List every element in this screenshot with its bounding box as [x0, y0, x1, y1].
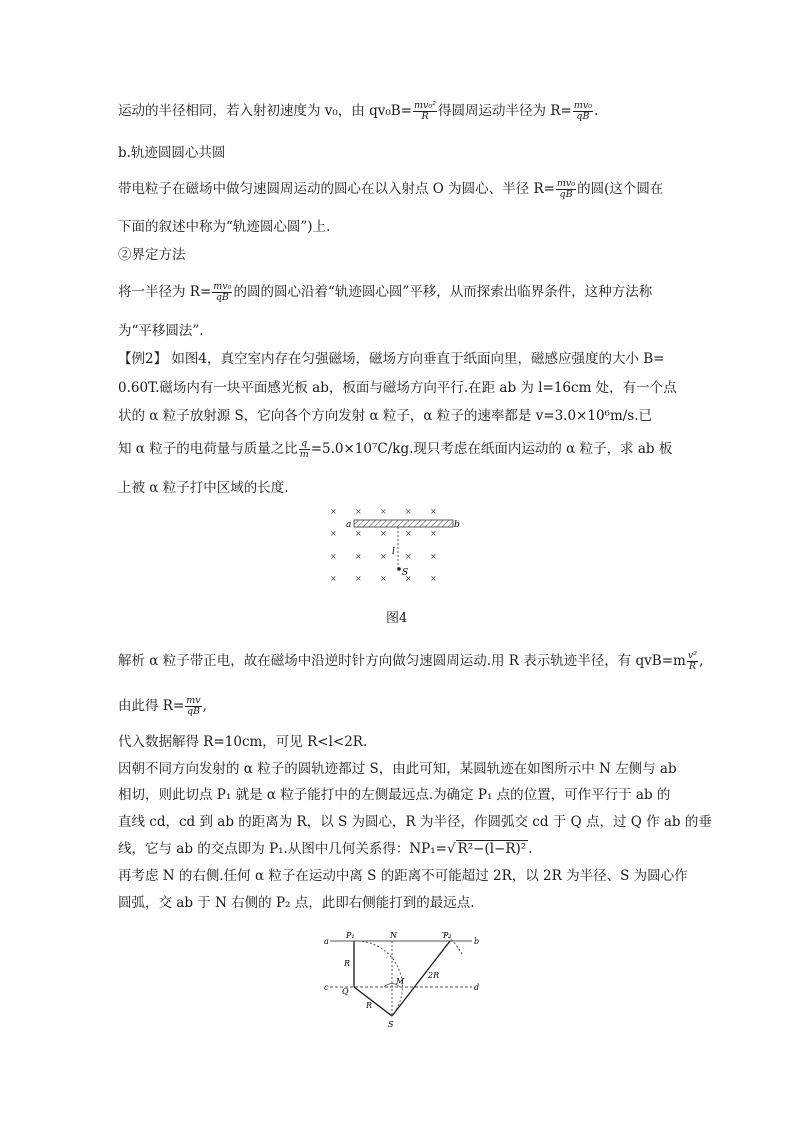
svg-text:×: ×: [380, 552, 387, 561]
figure-4-diagram: [325, 508, 475, 588]
svg-text:×: ×: [430, 529, 437, 538]
label-R-bottom: R: [366, 1001, 373, 1010]
example-line: 上被 α 粒子打中区域的长度.: [118, 480, 289, 496]
example-line: 知 α 粒子的电荷量与质量之比 $\frac{q}{m}$ =5.0×10⁷C/kg.现只考虑在纸面内运动的 α 粒子，求 ab 板: [118, 438, 673, 460]
solution-line: 代入数据解得 R=10cm，可见 R<l<2R.: [118, 734, 368, 750]
svg-text:×: ×: [355, 574, 362, 583]
fraction: $\frac{\text{mv₀²}}{R}$: [414, 100, 437, 122]
section-heading-method: ②界定方法: [118, 247, 186, 263]
solution-line: 由此得 R= $\frac{mv}{qB}$ ,: [118, 695, 207, 717]
solution-line: 相切，则此切点 P₁ 就是 α 粒子能打中的左侧最远点.为确定 P₁ 点的位置，可作平行于 ab 的: [118, 787, 671, 803]
solution-line: 直线 cd，cd 到 ab 的距离为 R，以 S 为圆心，R 为半径，作圆弧交 cd 于 Q 点，过 Q 作 ab 的垂: [118, 814, 712, 830]
fraction: $\frac{mv}{qB}$: [186, 695, 201, 717]
label-Q: Q: [342, 987, 349, 996]
label-R-left: R: [344, 959, 351, 968]
sqrt-expression: R²−(l−R)²: [457, 841, 527, 857]
photosensitive-plate: [354, 520, 453, 527]
svg-text:×: ×: [405, 552, 412, 561]
fraction: $\frac{\text{mv₀}}{qB}$: [556, 178, 576, 200]
svg-text:×: ×: [330, 552, 337, 561]
svg-text:×: ×: [330, 508, 337, 516]
svg-text:×: ×: [430, 574, 437, 583]
solution-line: 再考虑 N 的右侧.任何 α 粒子在运动中离 S 的距离不可能超过 2R，以 2R 为半径、S 为圆心作: [118, 868, 688, 884]
svg-text:×: ×: [330, 529, 337, 538]
fraction: $\frac{q}{m}$: [299, 438, 309, 460]
svg-text:×: ×: [355, 529, 362, 538]
text: 运动的半径相同，若入射初速度为 v₀，由 qv₀B=: [118, 103, 413, 119]
svg-text:×: ×: [380, 529, 387, 538]
segment-QS: [354, 987, 392, 1016]
svg-text:×: ×: [430, 552, 437, 561]
svg-text:×: ×: [405, 508, 412, 516]
solution-line: 因朝不同方向发射的 α 粒子的圆轨迹都过 S，由此可知，某圆轨迹在如图所示中 N 左侧与 ab: [118, 761, 677, 777]
fraction: $\frac{\text{mv₀}}{qB}$: [213, 281, 232, 303]
label-S: S: [388, 1020, 394, 1029]
solution-line: 解析 α 粒子带正电，故在磁场中沿逆时针方向做匀速圆周运动.用 R 表示轨迹半径，有 qvB=m $\frac{\text{v²}}{R}$ ,: [118, 650, 704, 672]
paragraph-shift-circle: 将一半径为 R= $\frac{\text{mv₀}}{qB}$ 的圆的圆心沿着“轨迹圆心圆”平移，从而探索出临界条件，这种方法称: [118, 281, 653, 303]
example-line: 状的 α 粒子放射源 S，它向各个方向发射 α 粒子，α 粒子的速率都是 v=3.0×10⁶m/s.已: [118, 408, 653, 424]
paragraph-radius: 运动的半径相同，若入射初速度为 v₀，由 qv₀B= $\frac{\text{mv₀²}}{R}$ 得圆周运动半径为 R= $\frac{\text{mv₀}}{qB}$ .: [118, 100, 599, 122]
section-heading-b: b.轨迹圆圆心共圆: [118, 145, 226, 161]
fraction: $\frac{\text{v²}}{R}$: [687, 650, 698, 672]
paragraph-center-circle-cont: 下面的叙述中称为“轨迹圆心圆”)上.: [118, 219, 331, 235]
label-a: a: [346, 520, 352, 530]
svg-text:×: ×: [330, 574, 337, 583]
label-l: l: [392, 547, 395, 557]
label-a: a: [324, 937, 329, 946]
svg-text:×: ×: [380, 574, 387, 583]
paragraph-center-circle: 带电粒子在磁场中做匀速圆周运动的圆心在以入射点 O 为圆心、半径 R= $\frac{\text{mv₀}}{qB}$ 的圆(这个圆在: [118, 178, 664, 200]
svg-text:×: ×: [355, 508, 362, 516]
example-line: 【例2】 如图4，真空室内存在匀强磁场，磁场方向垂直于纸面向里，磁感应强度的大小 B=: [118, 351, 665, 367]
label-2R: 2R: [428, 971, 440, 980]
label-b: b: [454, 520, 460, 530]
svg-text:×: ×: [405, 574, 412, 583]
label-P2: P₂: [443, 931, 452, 940]
label-P1: P₁: [346, 931, 355, 940]
fraction: $\frac{\text{mv₀}}{qB}$: [573, 100, 593, 122]
example-line: 0.60T.磁场内有一块平面感光板 ab，板面与磁场方向平行.在距 ab 为 l=16cm 处，有一个点: [118, 380, 677, 396]
svg-text:×: ×: [380, 508, 387, 516]
label-d: d: [474, 983, 480, 992]
source-point: [397, 567, 401, 571]
svg-text:×: ×: [355, 552, 362, 561]
svg-text:×: ×: [430, 508, 437, 516]
label-b: b: [474, 937, 480, 946]
figure-caption: 图4: [386, 611, 408, 626]
label-M: M: [396, 977, 405, 986]
text: 得圆周运动半径为 R=: [438, 103, 572, 119]
label-S: S: [402, 568, 409, 578]
svg-text:×: ×: [405, 529, 412, 538]
label-N: N: [390, 931, 397, 940]
paragraph-shift-circle-cont: 为“平移圆法”.: [118, 323, 204, 339]
label-c: c: [324, 983, 329, 992]
solution-line: 圆弧，交 ab 于 N 右侧的 P₂ 点，此即右侧能打到的最远点.: [118, 895, 475, 911]
solution-line: 线，它与 ab 的交点即为 P₁.从图中几何关系得：NP₁=√ R²−(l−R)² .: [118, 841, 533, 857]
solution-diagram: [322, 928, 482, 1030]
